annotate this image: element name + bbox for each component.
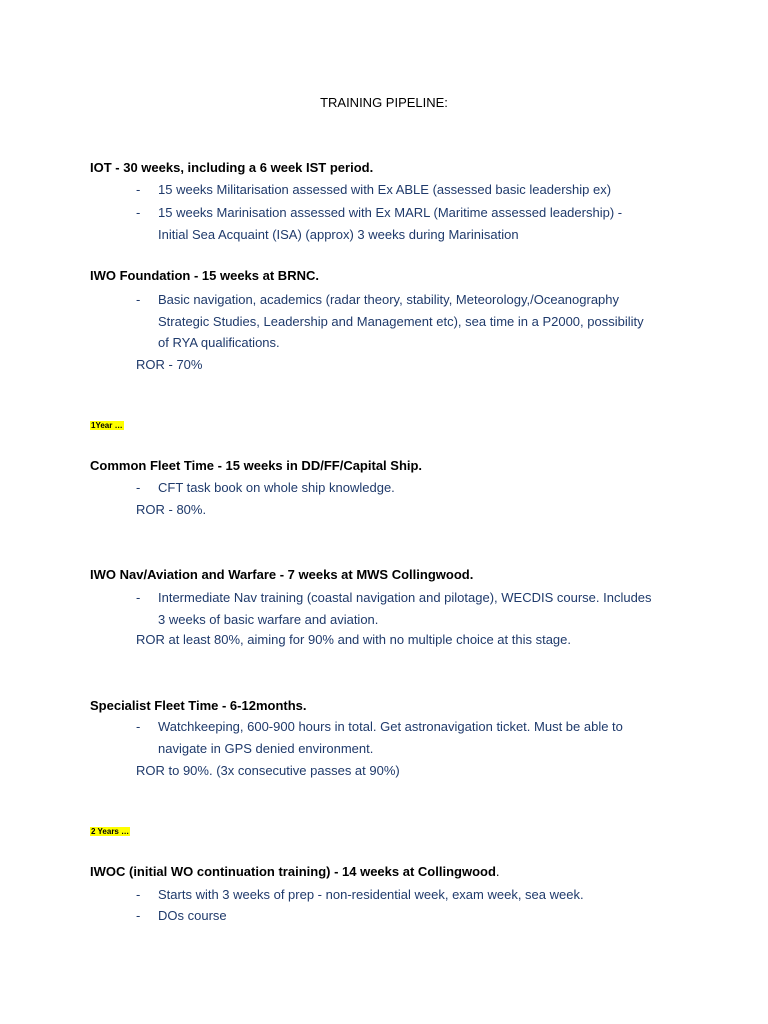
section-heading-iwo-nav: IWO Nav/Aviation and Warfare - 7 weeks at MWS Collingwood. — [90, 567, 474, 582]
list-item — [136, 202, 696, 245]
list-item — [136, 289, 696, 354]
section-heading-iwoc-period: . — [495, 864, 500, 879]
list-item-text: Intermediate Nav training (coastal navigation and pilotage), WECDIS course. Includes 3 weeks of basic warfare and aviation. — [158, 590, 652, 627]
section-heading-specialist-fleet-time: Specialist Fleet Time - 6-12months. — [90, 698, 307, 713]
list-item-text: CFT task book on whole ship knowledge. — [158, 480, 395, 495]
ror-text: ROR - 70% — [136, 357, 203, 372]
dash-bullet: - — [136, 719, 141, 734]
list-item-text: Watchkeeping, 600-900 hours in total. Get astronavigation ticket. Must be able to navigate in GPS denied environment. — [158, 719, 623, 756]
highlight-marker-1year: 1Year … — [91, 421, 123, 430]
list-item — [136, 716, 696, 759]
list-item — [136, 477, 696, 499]
list-item-text: 15 weeks Militarisation assessed with Ex ABLE (assessed basic leadership ex) — [158, 182, 612, 197]
dash-bullet: - — [136, 292, 141, 307]
list-item — [136, 587, 696, 630]
list-item-text: Basic navigation, academics (radar theory, stability, Meteorology,/Oceanography Strategic Studies, Leadership and Management etc), sea time in a P2000, possibility of RYA qualifications. — [158, 292, 644, 350]
list-item — [136, 905, 696, 927]
ror-text: ROR at least 80%, aiming for 90% and with no multiple choice at this stage. — [136, 632, 571, 647]
page-title: TRAINING PIPELINE: — [320, 95, 448, 110]
dash-bullet: - — [136, 908, 141, 923]
ror-text: ROR - 80%. — [136, 502, 207, 517]
dash-bullet: - — [136, 182, 141, 197]
section-heading-iwoc — [90, 864, 500, 879]
dash-bullet: - — [136, 480, 141, 495]
section-heading-iwo-foundation: IWO Foundation - 15 weeks at BRNC. — [90, 268, 319, 283]
ror-text: ROR to 90%. (3x consecutive passes at 90%) — [136, 763, 400, 778]
list-item-text: Starts with 3 weeks of prep - non-residential week, exam week, sea week. — [158, 887, 584, 902]
list-item — [136, 884, 696, 906]
highlight-marker-2years: 2 Years … — [91, 827, 130, 836]
list-item-text: DOs course — [158, 908, 227, 923]
list-item — [136, 179, 696, 201]
list-item-text: 15 weeks Marinisation assessed with Ex MARL (Maritime assessed leadership) - Initial Sea Acquaint (ISA) (approx) 3 weeks during Marinisation — [158, 205, 623, 242]
section-heading-iot: IOT - 30 weeks, including a 6 week IST period. — [90, 160, 374, 175]
section-heading-common-fleet-time: Common Fleet Time - 15 weeks in DD/FF/Capital Ship. — [90, 458, 423, 473]
dash-bullet: - — [136, 590, 141, 605]
dash-bullet: - — [136, 887, 141, 902]
section-heading-iwoc-text: IWOC (initial WO continuation training) - 14 weeks at Collingwood — [90, 864, 496, 879]
dash-bullet: - — [136, 205, 141, 220]
